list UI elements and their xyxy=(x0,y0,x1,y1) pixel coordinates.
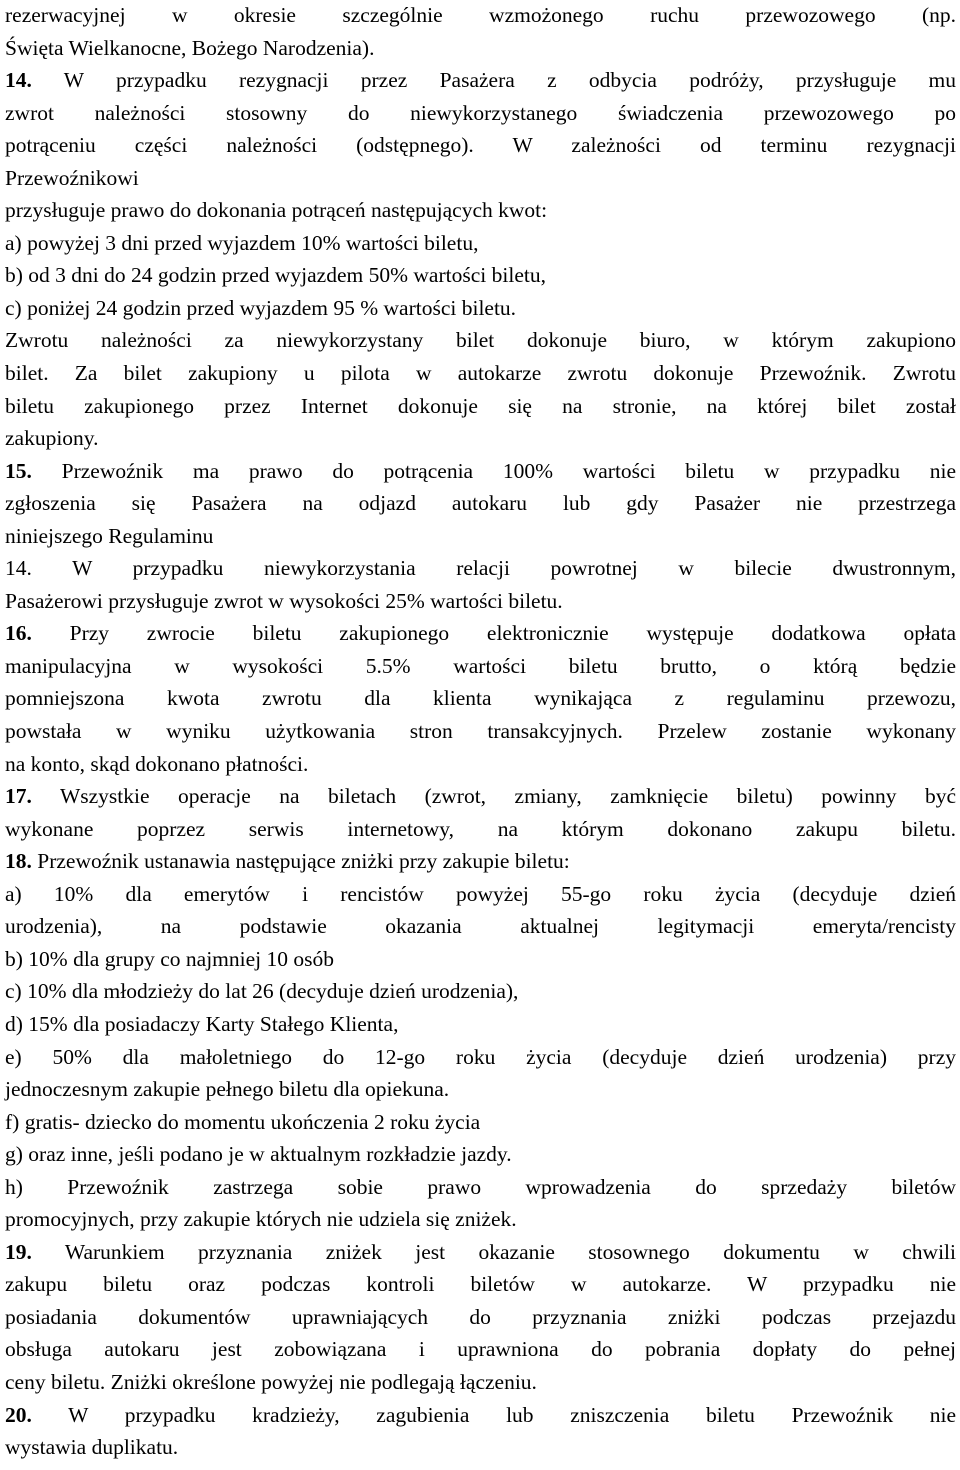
line-text: Pasażerowi przysługuje zwrot w wysokości 25% wartości biletu. xyxy=(5,588,563,613)
line-text: c) poniżej 24 godzin przed wyjazdem 95 % wartości biletu. xyxy=(5,295,517,320)
section-number: 14. xyxy=(5,68,32,93)
text-line xyxy=(5,1008,956,1041)
line-text: wykonane poprzez serwis internetowy, na którym dokonano zakupu biletu. xyxy=(5,816,956,841)
text-line xyxy=(5,1106,956,1139)
line-text: b) od 3 dni do 24 godzin przed wyjazdem 50% wartości biletu, xyxy=(5,263,546,288)
text-line xyxy=(5,1431,956,1464)
section-number: 16. xyxy=(5,621,32,646)
section-number: 15. xyxy=(5,458,32,483)
line-text: c) 10% dla młodzieży do lat 26 (decyduje dzień urodzenia), xyxy=(5,979,519,1004)
line-text: promocyjnych, przy zakupie których nie udziela się zniżek. xyxy=(5,1207,517,1232)
line-text: rezerwacyjnej w okresie szczególnie wzmożonego ruchu przewozowego (np. xyxy=(5,3,956,27)
text-line xyxy=(5,1333,956,1366)
text-line xyxy=(5,552,956,585)
line-text: zwrot należności stosowny do niewykorzystanego świadczenia przewozowego po xyxy=(5,100,956,125)
text-line xyxy=(5,1399,956,1432)
line-text: a) 10% dla emerytów i rencistów powyżej 55-go roku życia (decyduje dzień xyxy=(5,881,956,906)
text-line xyxy=(5,422,956,455)
line-text: h) Przewoźnik zastrzega sobie prawo wprowadzenia do sprzedaży biletów xyxy=(5,1174,956,1199)
text-line xyxy=(5,162,956,195)
text-line xyxy=(5,682,956,715)
line-text: Przewoźnikowi xyxy=(5,165,139,190)
text-line xyxy=(5,1301,956,1334)
line-text: manipulacyjna w wysokości 5.5% wartości biletu brutto, o którą będzie xyxy=(5,653,956,678)
text-line xyxy=(5,227,956,260)
text-line xyxy=(5,975,956,1008)
text-line xyxy=(5,520,956,553)
line-text: urodzenia), na podstawie okazania aktualnej legitymacji emeryta/rencisty xyxy=(5,914,956,939)
line-text: Przy zwrocie biletu zakupionego elektronicznie występuje dodatkowa opłata xyxy=(31,621,956,646)
line-text: jednoczesnym zakupie pełnego biletu dla opiekuna. xyxy=(5,1077,450,1102)
text-line xyxy=(5,357,956,390)
text-line xyxy=(5,487,956,520)
line-text: Wszystkie operacje na biletach (zwrot, zmiany, zamknięcie biletu) powinny być xyxy=(31,784,956,809)
text-line xyxy=(5,748,956,781)
text-line xyxy=(5,259,956,292)
text-line xyxy=(5,943,956,976)
text-line xyxy=(5,0,956,32)
line-text: zakupu biletu oraz podczas kontroli biletów w autokarze. W przypadku nie xyxy=(5,1272,956,1297)
text-line xyxy=(5,878,956,911)
line-text: wystawia duplikatu. xyxy=(5,1435,179,1460)
text-line xyxy=(5,1171,956,1204)
text-line xyxy=(5,1236,956,1269)
text-line xyxy=(5,1041,956,1074)
line-text: biletu zakupionego przez Internet dokonuje się na stronie, na której bilet został xyxy=(5,393,956,418)
line-text: powstała w wyniku użytkowania stron transakcyjnych. Przelew zostanie wykonany xyxy=(5,719,956,744)
line-text: Warunkiem przyznania zniżek jest okazanie stosownego dokumentu w chwili xyxy=(31,1239,956,1264)
line-text: e) 50% dla małoletniego do 12-go roku życia (decyduje dzień urodzenia) przy xyxy=(5,1044,956,1069)
line-text: f) gratis- dziecko do momentu ukończenia 2 roku życia xyxy=(5,1109,481,1134)
section-number: 19. xyxy=(5,1239,32,1264)
line-text: na konto, skąd dokonano płatności. xyxy=(5,751,309,776)
text-line xyxy=(5,715,956,748)
line-text: g) oraz inne, jeśli podano je w aktualnym rozkładzie jazdy. xyxy=(5,1142,512,1167)
line-text: Zwrotu należności za niewykorzystany bilet dokonuje biuro, w którym zakupiono xyxy=(5,328,956,353)
text-line xyxy=(5,194,956,227)
section-number: 17. xyxy=(5,784,32,809)
line-text: przysługuje prawo do dokonania potrąceń następujących kwot: xyxy=(5,198,548,223)
text-line xyxy=(5,650,956,683)
line-text: obsługa autokaru jest zobowiązana i uprawniona do pobrania dopłaty do pełnej xyxy=(5,1337,956,1362)
line-text: Święta Wielkanocne, Bożego Narodzenia). xyxy=(5,35,375,60)
text-line xyxy=(5,324,956,357)
line-text: niniejszego Regulaminu xyxy=(5,523,214,548)
line-text: posiadania dokumentów uprawniających do przyznania zniżki podczas przejazdu xyxy=(5,1304,956,1329)
line-text: Przewoźnik ma prawo do potrącenia 100% wartości biletu w przypadku nie xyxy=(31,458,956,483)
line-text: 14. W przypadku niewykorzystania relacji powrotnej w bilecie dwustronnym, xyxy=(5,556,956,581)
text-line xyxy=(5,1268,956,1301)
text-line xyxy=(5,1203,956,1236)
text-line xyxy=(5,97,956,130)
line-text: a) powyżej 3 dni przed wyjazdem 10% wartości biletu, xyxy=(5,230,479,255)
line-text: Przewoźnik ustanawia następujące zniżki przy zakupie biletu: xyxy=(31,849,570,874)
line-text: d) 15% dla posiadaczy Karty Stałego Klienta, xyxy=(5,1011,399,1036)
text-line xyxy=(5,845,956,878)
text-line xyxy=(5,813,956,846)
line-text: zgłoszenia się Pasażera na odjazd autokaru lub gdy Pasażer nie przestrzega xyxy=(5,491,956,516)
text-line xyxy=(5,1138,956,1171)
text-line xyxy=(5,1366,956,1399)
text-line xyxy=(5,1073,956,1106)
text-line xyxy=(5,910,956,943)
text-line xyxy=(5,129,956,162)
line-text: W przypadku kradzieży, zagubienia lub zniszczenia biletu Przewoźnik nie xyxy=(31,1402,956,1427)
line-text: W przypadku rezygnacji przez Pasażera z odbycia podróży, przysługuje mu xyxy=(31,68,956,93)
text-line xyxy=(5,292,956,325)
text-line xyxy=(5,585,956,618)
text-line xyxy=(5,64,956,97)
line-text: b) 10% dla grupy co najmniej 10 osób xyxy=(5,946,335,971)
line-text: zakupiony. xyxy=(5,426,99,451)
text-line xyxy=(5,32,956,65)
section-number: 18. xyxy=(5,849,32,874)
line-text: ceny biletu. Zniżki określone powyżej nie podlegają łączeniu. xyxy=(5,1369,537,1394)
line-text: potrąceniu części należności (odstępnego). W zależności od terminu rezygnacji xyxy=(5,133,956,158)
text-line xyxy=(5,617,956,650)
text-line xyxy=(5,780,956,813)
line-text: pomniejszona kwota zwrotu dla klienta wynikająca z regulaminu przewozu, xyxy=(5,686,956,711)
line-text: bilet. Za bilet zakupiony u pilota w autokarze zwrotu dokonuje Przewoźnik. Zwrotu xyxy=(5,361,956,386)
text-line xyxy=(5,390,956,423)
section-number: 20. xyxy=(5,1402,32,1427)
text-line xyxy=(5,455,956,488)
